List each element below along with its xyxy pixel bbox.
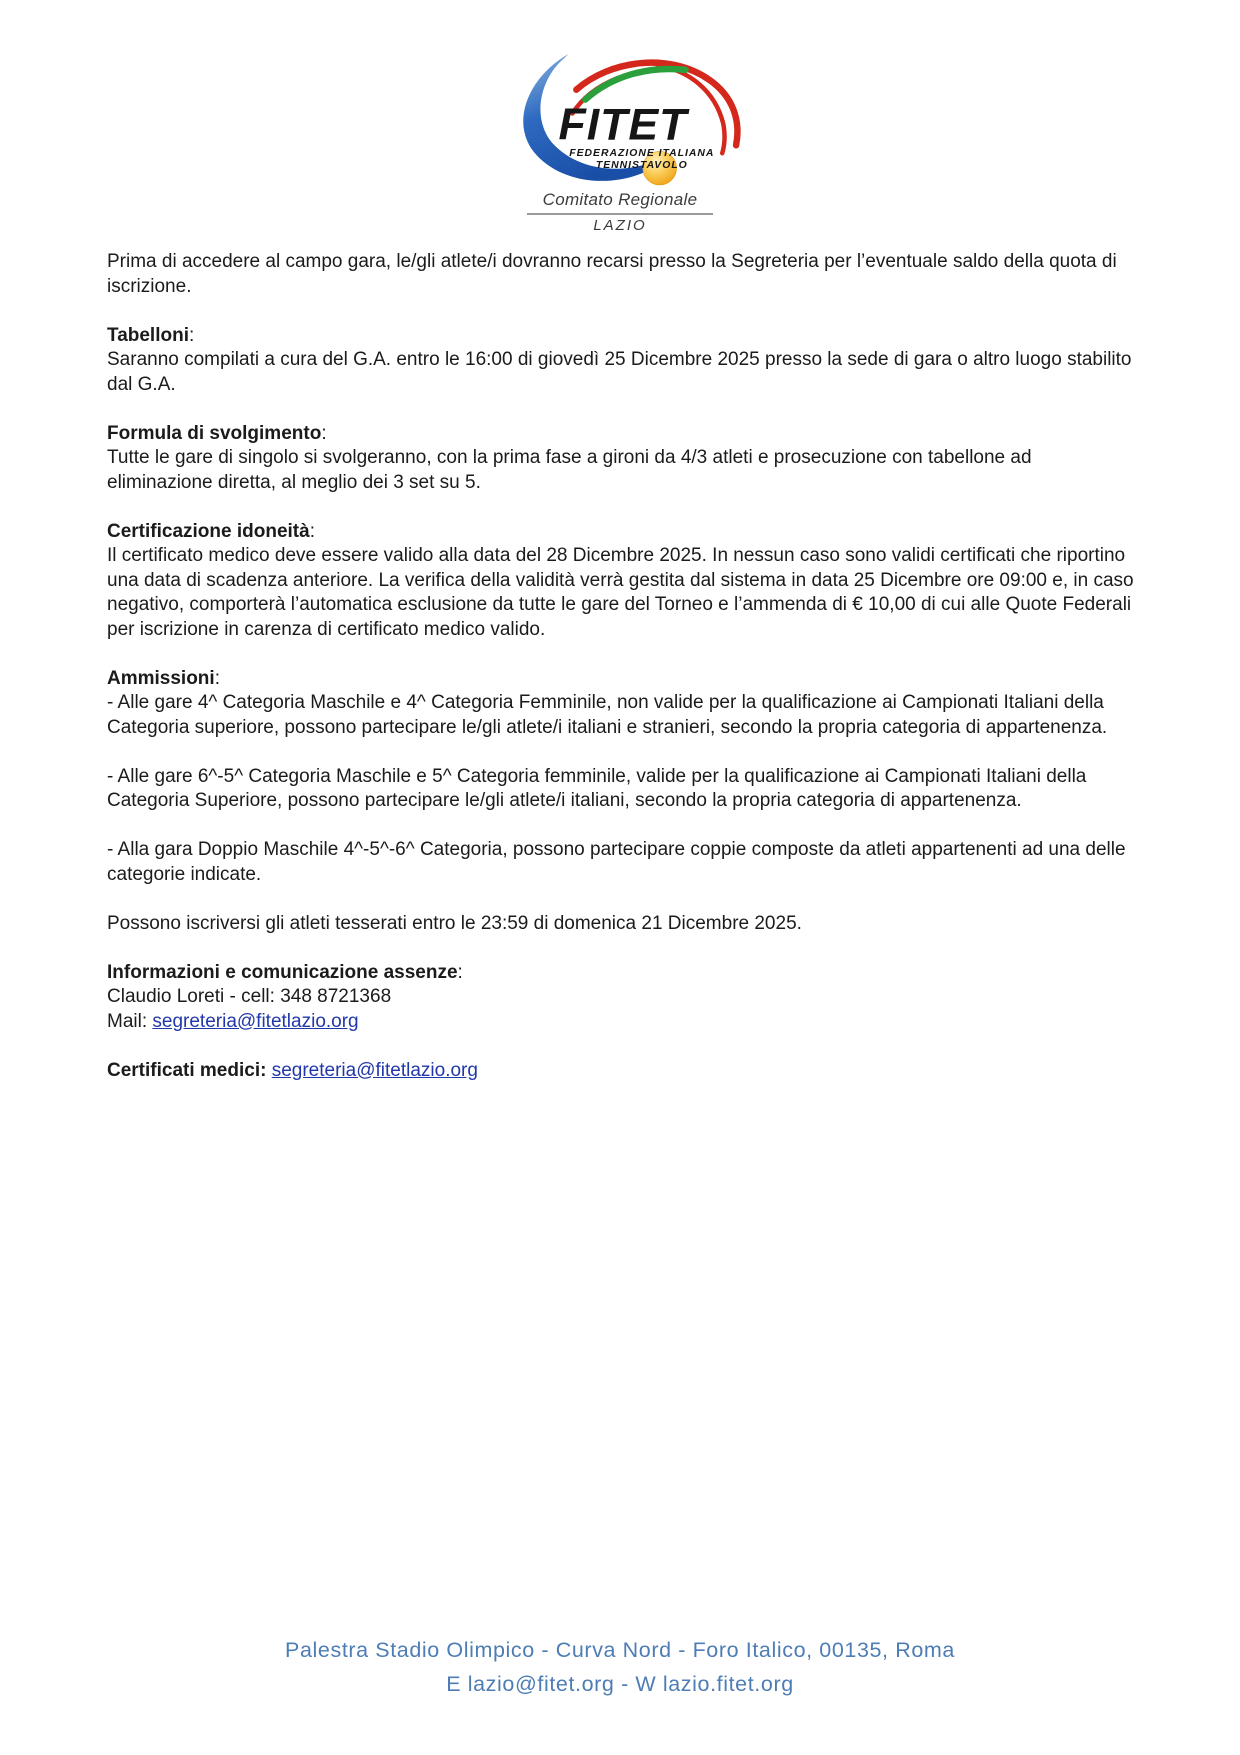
tabelloni-colon: : (188, 324, 195, 346)
mail-line (107, 1010, 1137, 1035)
footer-contacts: E lazio@fitet.org - W lazio.fitet.org (446, 1672, 794, 1696)
certificazione-body: Il certificato medico deve essere valido alla data del 28 Dicembre 2025. In nessun caso sono validi certificati che riportino una data di scadenza anteriore. La verifica della validità verrà gestita dal sistema in data 25 Dicembre ore 09:00 e, in caso negativo, comporterà l’automatica esclusione da tutte le gare del Torneo e l’ammenda di € 10,00 di cui alle Quote Federali per iscrizione in carenza di certificato medico valido. (107, 545, 1134, 640)
formula-heading-line (107, 422, 1137, 447)
contact-line: Claudio Loreti - cell: 348 8721368 (107, 986, 392, 1007)
certificazione-heading: Certificazione idoneità (107, 520, 310, 542)
document-body (107, 250, 1137, 1083)
logo-subtitle-line1: FEDERAZIONE ITALIANA (569, 148, 715, 160)
registration-deadline: Possono iscriversi gli atleti tesserati entro le 23:59 di domenica 21 Dicembre 2025. (107, 912, 802, 934)
certificati-email-link[interactable]: segreteria@fitetlazio.org (271, 1059, 478, 1081)
certificazione-heading-line (107, 520, 1137, 545)
formula-heading: Formula di svolgimento (107, 422, 322, 444)
ammissioni-bullet-3: - Alla gara Doppio Maschile 4^-5^-6^ Categoria, possono partecipare coppie composte da atleti appartenenti ad una delle categorie indicate. (107, 839, 1126, 885)
section-certificazione (107, 520, 1137, 643)
tabelloni-heading-line (107, 324, 1137, 349)
tabelloni-body: Saranno compilati a cura del G.A. entro le 16:00 di giovedì 25 Dicembre 2025 presso la sede di gara o altro luogo stabilito dal G.A. (107, 349, 1132, 395)
formula-body: Tutte le gare di singolo si svolgeranno, con la prima fase a gironi da 4/3 atleti e prosecuzione con tabellone ad eliminazione diretta, al meglio dei 3 set su 5. (107, 447, 1032, 493)
ammissioni-bullet-1: - Alle gare 4^ Categoria Maschile e 4^ Categoria Femminile, non valide per la qualificazione ai Campionati Italiani della Categoria superiore, possono partecipare le/gli atlete/i italiani e stranieri, secondo la propria categoria di appartenenza. (107, 692, 1108, 738)
ammissioni-bullet-2: - Alle gare 6^-5^ Categoria Maschile e 5^ Categoria femminile, valide per la qualificazione ai Campionati Italiani della Categoria Superiore, possono partecipare le/gli atlete/i italiani, secondo la propria categoria di appartenenza. (107, 765, 1087, 811)
logo-subtitle-line2: TENNISTAVOLO (595, 160, 688, 172)
ammissioni-colon: : (214, 667, 220, 689)
section-ammissioni (107, 667, 1137, 741)
certificati-heading: Certificati medici: (107, 1059, 267, 1081)
certificazione-colon: : (309, 520, 315, 542)
tabelloni-heading: Tabelloni (107, 324, 189, 346)
informazioni-heading-line (107, 961, 1137, 986)
section-formula (107, 422, 1137, 496)
informazioni-heading: Informazioni e comunicazione assenze (107, 961, 458, 983)
page-footer (0, 1633, 1240, 1701)
ammissioni-heading: Ammissioni (107, 667, 215, 689)
ammissioni-heading-line (107, 667, 1137, 692)
logo-acronym: FITET (558, 100, 688, 150)
section-certificati (107, 1059, 1137, 1084)
fitet-logo-block (0, 0, 1240, 234)
section-informazioni (107, 961, 1137, 1035)
intro-paragraph: Prima di accedere al campo gara, le/gli atlete/i dovranno recarsi presso la Segreteria per l’eventuale saldo della quota di iscrizione. (107, 251, 1117, 297)
informazioni-colon: : (457, 961, 463, 983)
section-tabelloni (107, 324, 1137, 398)
committee-block (0, 190, 1240, 234)
mail-label: Mail: (107, 1010, 153, 1032)
segreteria-email-link[interactable]: segreteria@fitetlazio.org (152, 1010, 359, 1032)
fitet-logo-icon (491, 50, 749, 186)
region-label: LAZIO (593, 217, 647, 234)
committee-label: Comitato Regionale (527, 190, 714, 215)
footer-address: Palestra Stadio Olimpico - Curva Nord - Foro Italico, 00135, Roma (285, 1638, 955, 1662)
formula-colon: : (321, 422, 327, 444)
